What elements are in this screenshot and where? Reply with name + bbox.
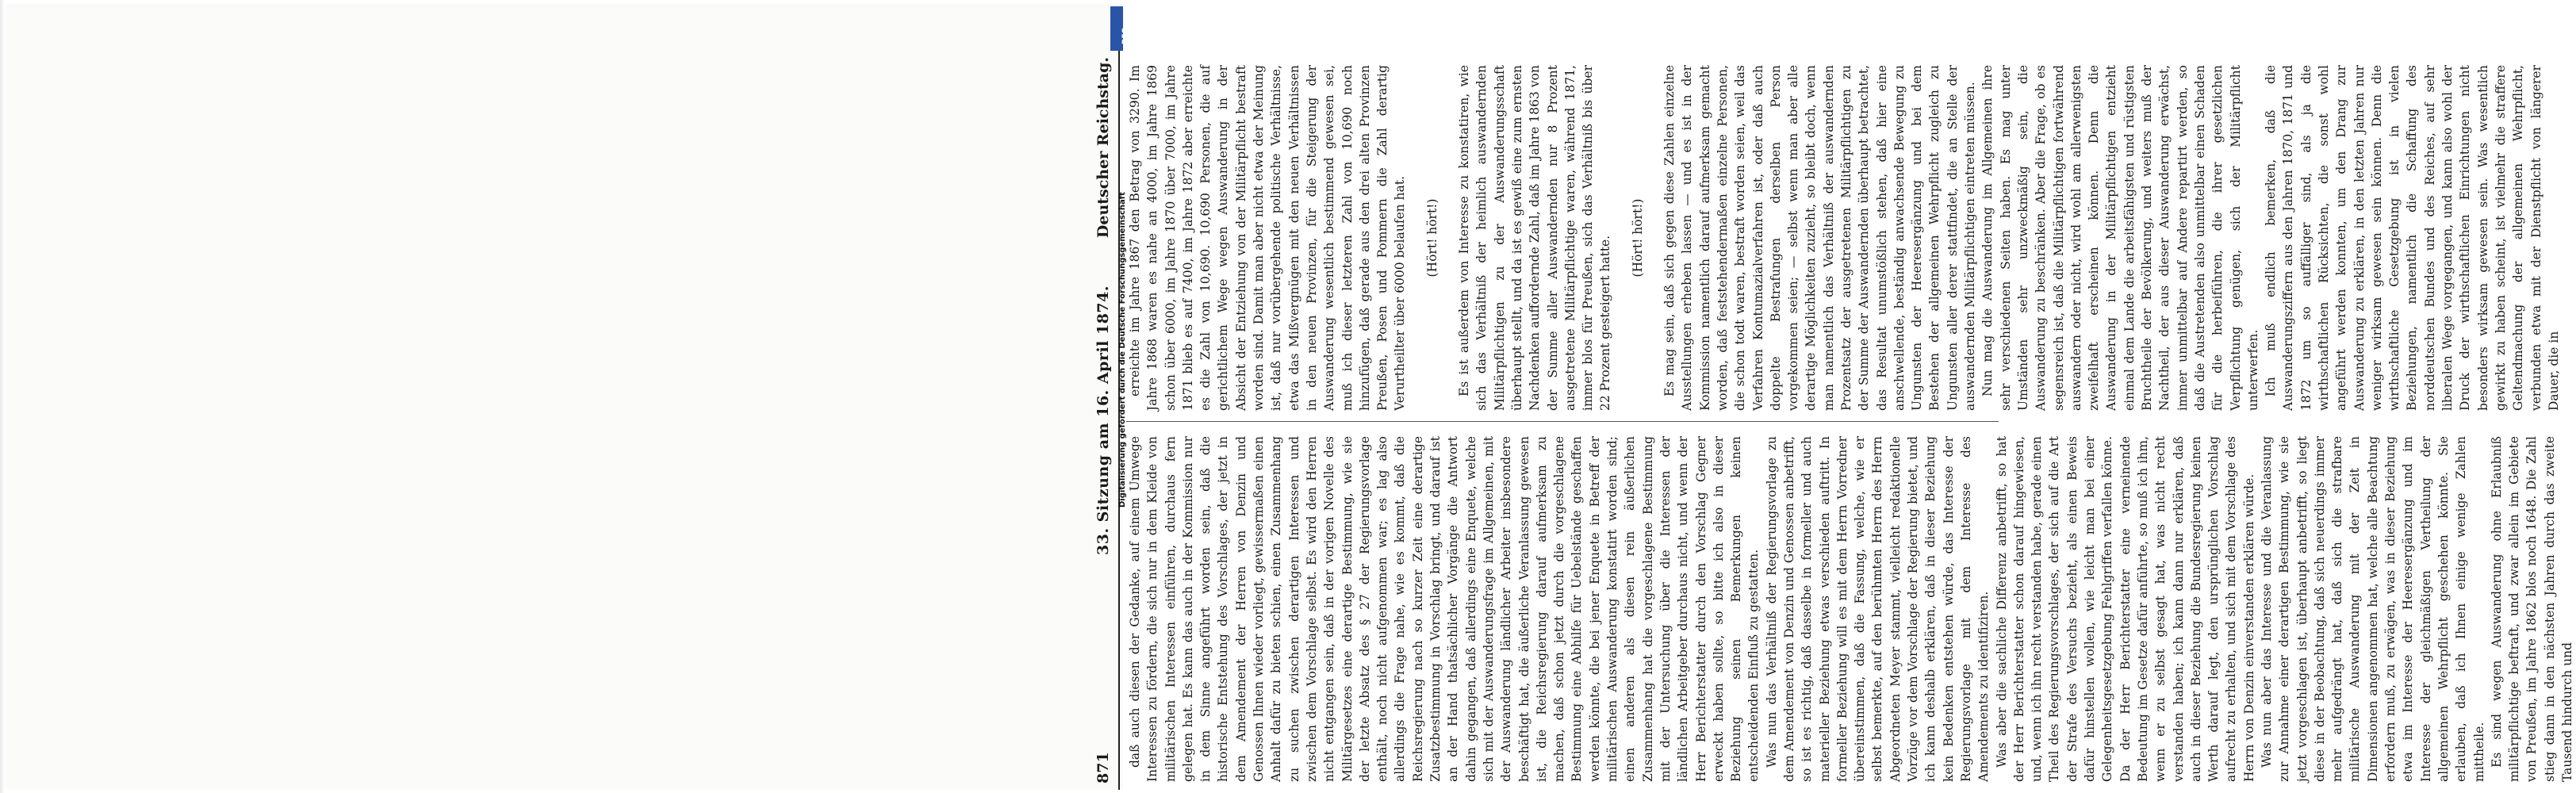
running-header	[1094, 51, 1117, 790]
paragraph: Was aber die sachliche Differenz anbetrifft, so hat der Herr Berichterstatter schon darauf hingewiesen, und, wenn ich ihn recht verstanden habe, gerade einen Theil des Regierungsvorschlages, der sich auf die Art der Strafe des Versuchs bezieht, als einen Beweis dafür hinstellen wollen, wie leicht man bei einer Gelegenheitsgesetzgebung Fehlgriffen verfallen könne. Da der Herr Berichterstatter eine verneinende Bedeutung im Gesetze dafür anführte, so muß ich ihm, wenn er zu selbst gesagt hat, was nicht recht verstanden haben; ich kann dann nur erklären, daß auch in dieser Beziehung die Bundesregierung keinen Werth darauf legt, den ursprünglichen Vorschlag aufrecht zu erhalten, und sich mit dem Vorschlage des Herrn von Denzin einverstanden erklären würde.	[1994, 435, 2256, 782]
text-column-right	[1126, 65, 2561, 411]
paragraph: Ich muß endlich bemerken, daß die Auswanderungsziffern aus den Jahren 1870, 1871 und 1872 um so auffälliger sind, als ja die wirthschaftlichen Rücksichten, die sonst wohl angeführt werden konnten, um den Drang zur Auswanderung zu erklären, in den letzten Jahren nur weniger wirksam gewesen sein können. Denn die wirthschaftliche Gesetzgebung ist in vielen Beziehungen, namentlich die Schaffung des norddeutschen Bundes und des Reiches, auf sehr liberalen Wege vorgegangen, und kann also wohl der Druck der wirthschaftlichen Einrichtungen nicht besonders wirksam gewesen sein. Was wesentlich gewirkt zu haben scheint, ist vielmehr die straffere Geltendmachung der allgemeinen Wehrpflicht, verbunden etwa mit der Dienstpflicht von längerer Dauer, die in	[2264, 65, 2561, 411]
scan-edge-shadow	[0, 0, 5, 793]
paragraph: Es sind wegen Auswanderung ohne Erlaubniß militärpflichtige beftraft, und zwar allein im Gebiete von Preußen, im Jahre 1862 blos noch 1648. Die Zahl stieg dann in den nächsten Jahren durch das zweite Tausend hindurch und	[2489, 436, 2575, 782]
dfg-logo-text: DFG	[1121, 27, 1129, 44]
paragraph: daß auch diesen der Gedanke, auf einem Umwege Interessen zu fördern, die sich nur in dem Kleide von militärischen Interessen einführen, durchaus fern gelegen hat. Es kann das auch in der Kommission nur in dem Sinne angeführt worden sein, daß die historische Entstehung des Vorschlages, der jetzt in dem Amendement der Herren von Denzin und Genossen Ihnen wieder vorliegt, gewissermaßen einen Anhalt dafür zu bieten schien, einen Zusammenhang zu suchen zwischen derartigen Interessen und zwischen dem Vorschlage selbst. Es wird den Herren nicht entgangen sein, daß in der vorigen Novelle des Militärgesetzes eine derartige Bestimmung, wie sie der letzte Absatz des § 27 der Regierungsvorlage enthält, noch nicht aufgenommen war; es lag also allerdings die Frage nahe, wie es kommt, daß die Reichsregierung nach so kurzer Zeit eine derartige Zusatzbestimmung in Vorschlag bringt, und darauf ist an der Hand thatsächlicher Vorgänge die Antwort dahin gegangen, daß allerdings eine Enquete, welche sich mit der Auswanderungsfrage im Allgemeinen, mit der Auswanderung ländlicher Arbeiter insbesondere beschäftigt hat, die äußerliche Veranlassung gewesen ist, die Reichsregierung darauf aufmerksam zu machen, daß schon jetzt durch die vorgeschlagene Bestimmung eine Abhilfe für Uebelstände geschaffen werden könnte, die bei jener Enquete in Betreff der militärischen Auswanderung konstatirt worden sind; einen anderen als diesen rein äußerlichen Zusammenhang hat die vorgeschlagene Bestimmung mit der Untersuchung über die Interessen der ländlichen Arbeitgeber durchaus nicht, und wenn der Herr Berichterstatter durch den Vorschlag Gegner erweckt haben sollte, so bitte ich also in dieser Beziehung seinen Bemerkungen keinen entscheidenden Einfluß zu gestatten.	[1128, 436, 1761, 782]
dfg-logo	[1110, 6, 1129, 51]
rotated-page	[1085, 51, 2575, 790]
page-number: 871	[1094, 752, 1112, 783]
paragraph: Was nun das Verhältniß der Regierungsvorlage zu dem Amendement von Denzin und Genossen anbetrifft, so ist es richtig, daß dasselbe in formeller und auch materieller Beziehung etwas verschieden auftritt. In formeller Beziehung will es mit dem Herrn Vorredner übereinstimmen, daß die Fassung, welche, wie er selbst bemerkte, auf den berühmten Herrn des Herrn Abgeordneten Meyer stammt, vielleicht redaktionelle Vorzüge vor dem Vorschlage der Regierung bietet, und ich kann deshalb erklären, daß in dieser Beziehung kein Bedenken entstehen würde, das Interesse der Regierungsvorlage mit dem Interesse des Amendements zu identifiziren.	[1764, 436, 1991, 782]
digitization-credit: Digitalisierung gefördert durch die Deutsche Forschungsgemeinschaft	[1118, 192, 1127, 508]
paragraph: erreichte im Jahre 1867 den Betrag von 3290. Im Jahre 1868 waren es nahe an 4000, im Jahre 1869 schon über 6000, im Jahre 1870 über 7000, im Jahre 1871 blieb es auf 7400, im Jahre 1872 aber erreichte es die Zahl von 10,690. 10,690 Personen, die auf gerichtlichem Wege wegen Auswanderung in der Absicht der Entziehung von der Militärpflicht bestraft worden sind. Damit man aber nicht etwa der Meinung ist, daß nur vorübergehende politische Verhältnisse, etwa das Mißvergnügen mit den neuen Verhältnissen in den neuen Provinzen, für die Steigerung der Auswanderung wesentlich bestimmend gewesen sei, muß ich dieser letzteren Zahl von 10,690 noch hinzufügen, daß gerade aus den drei alten Provinzen Preußen, Posen und Pommern die Zahl derartig Verurtheilter über 6000 belaufen hat.	[1128, 65, 1408, 411]
paragraph: Was nun aber das Interesse und die Veranlassung zur Annahme einer derartigen Bestimmung, wie sie jetzt vorgeschlagen ist, überhaupt anbetrifft, so liegt diese in der Beobachtung, daß sich neuerdings immer mehr aufgedrängt hat, daß sich die strafbare militärische Auswanderung mit der Zeit in Dimensionen angenommen hat, welche alle Beachtung erfordern muß, zu erwägen, was in dieser Beziehung etwa im Interesse der Heeresergänzung und im Interesse der gleichmäßigen Vertheilung der allgemeinen Wehrpflicht geschehen könnte. Sie erlauben, daß ich Ihnen einige wenige Zahlen mittheile.	[2260, 436, 2486, 782]
paragraph: Es ist außerdem von Interesse zu konstatiren, wie sich das Verhältniß der heimlich auswandernden Militärpflichtigen zu der Auswanderungsschaft überhaupt stellt, und da ist es gewiß eine zum ernsten Nachdenken auffordernde Zahl, daß im Jahre 1863 von der Summe aller Auswandernden nur 8 Prozent ausgetretene Militärpflichtige waren, während 1871, immer blos für Preußen, sich das Verhältniß bis über 22 Prozent gesteigert hatte.	[1457, 65, 1613, 411]
paragraph: Es mag sein, daß sich gegen diese Zahlen einzelne Ausstellungen erheben lassen — und es ist in der Kommission namentlich darauf aufmerksam gemacht worden, daß feststehendermaßen einzelne Personen, die schon todt waren, bestraft worden seien, weil das Verfahren Kontumazialverfahren ist, oder daß auch doppelte Bestrafungen derselben Person vorgekommen seien; — selbst wenn man aber alle derartige Möglichkeiten zuzieht, so bleibt doch, wenn man namentlich das Verhältniß der auswandernden Prozentsatz der ausgetretenen Militärpflichtigen zu der Summe der Auswandernden überhaupt betrachtet, das Resultat unumstößlich stehen, daß hier eine anschwellende, beständig anwachsende Bewegung zu Ungunsten der Heeresergänzung und bei dem Bestehen der allgemeinen Wehrpflicht zugleich zu Ungunsten aller derer stattfindet, die an Stelle der auswandernden Militärpflichtigen eintreten müssen.	[1662, 65, 1978, 411]
interjection: (Hört! hört!)	[1630, 198, 1645, 278]
session-title: 33. Sitzung am 16. April 1874.	[1094, 285, 1112, 555]
interjection: (Hört! hört!)	[1424, 198, 1439, 278]
text-column-left	[1126, 435, 2575, 782]
paragraph: Nun mag die Auswanderung im Allgemeinen ihre sehr verschiedenen Seiten haben. Es mag unter Umständen sehr unzweckmäßig sein, die Auswanderung zu beschränken. Aber die Frage, ob es segensreich ist, daß die Militärpflichtigen fortwährend auswandern oder nicht, wird wohl am allerwenigsten zweifelhaft erscheinen können. Denn die Auswanderung in der Militärpflichtigen entzieht einmal dem Lande die arbeitsfähigsten und rüstigsten Bruchtheile der Bevölkerung, und weiters muß der Nachtheil, der aus dieser Auswanderung erwächst, immer unmittelbar auf Andere repartirt werden, so daß die Austretenden also unmittelbar einen Schaden für die herbeiführen, die ihrer gesetzlichen Verpflichtung genügen, sich der Militärpflicht unterwerfen.	[1980, 65, 2260, 411]
column-divider	[1126, 421, 1999, 422]
journal-title: Deutscher Reichstag.	[1094, 57, 1112, 239]
